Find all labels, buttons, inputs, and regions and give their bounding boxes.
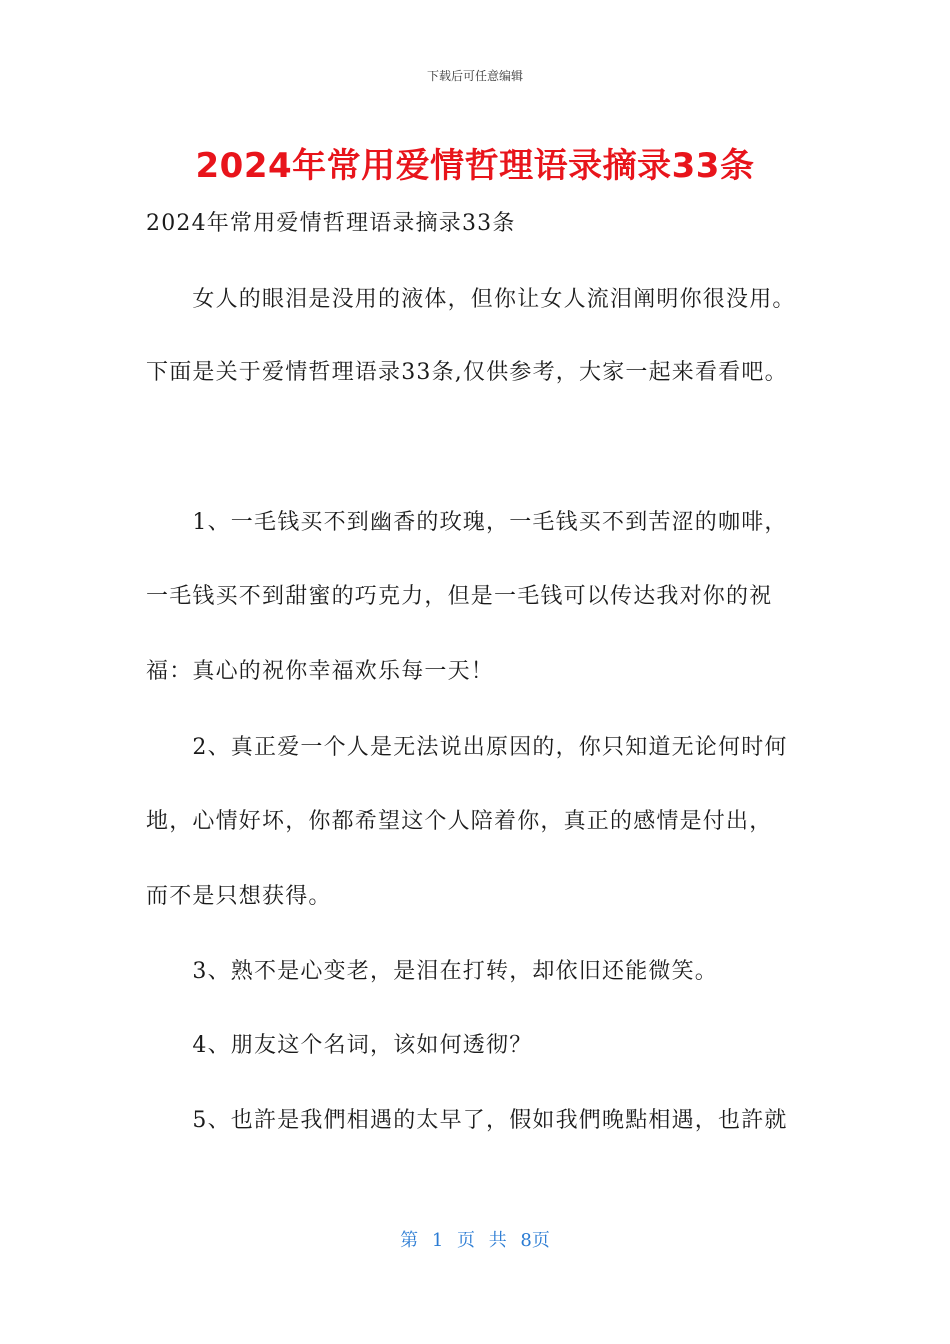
page-number-footer: 第 1 页 共 8页 bbox=[400, 1230, 550, 1251]
body-line: 3、熟不是心变老，是泪在打转，却依旧还能微笑。 bbox=[146, 959, 718, 984]
body-line: 一毛钱买不到甜蜜的巧克力，但是一毛钱可以传达我对你的祝 bbox=[146, 584, 773, 609]
subtitle-line: 2024年常用爱情哲理语录摘录33条 bbox=[146, 211, 516, 236]
body-line: 4、朋友这个名词，该如何透彻？ bbox=[146, 1033, 533, 1058]
body-line: 福：真心的祝你幸福欢乐每一天！ bbox=[146, 659, 495, 684]
header-note: 下载后可任意编辑 bbox=[426, 69, 523, 83]
body-line: 女人的眼泪是没用的液体，但你让女人流泪阐明你很没用。 bbox=[146, 287, 796, 312]
body-line: 5、也許是我們相遇的太早了，假如我們晚點相遇，也許就 bbox=[146, 1108, 788, 1133]
body-line: 而不是只想获得。 bbox=[146, 884, 332, 909]
body-line: 2、真正爱一个人是无法说出原因的，你只知道无论何时何 bbox=[146, 735, 788, 760]
body-line: 地，心情好坏，你都希望这个人陪着你，真正的感情是付出， bbox=[146, 809, 773, 834]
body-line: 下面是关于爱情哲理语录33条,仅供参考，大家一起来看看吧。 bbox=[146, 360, 788, 385]
body-line: 1、一毛钱买不到幽香的玫瑰，一毛钱买不到苦涩的咖啡， bbox=[146, 510, 788, 535]
document-title: 2024年常用爱情哲理语录摘录33条 bbox=[195, 146, 755, 186]
